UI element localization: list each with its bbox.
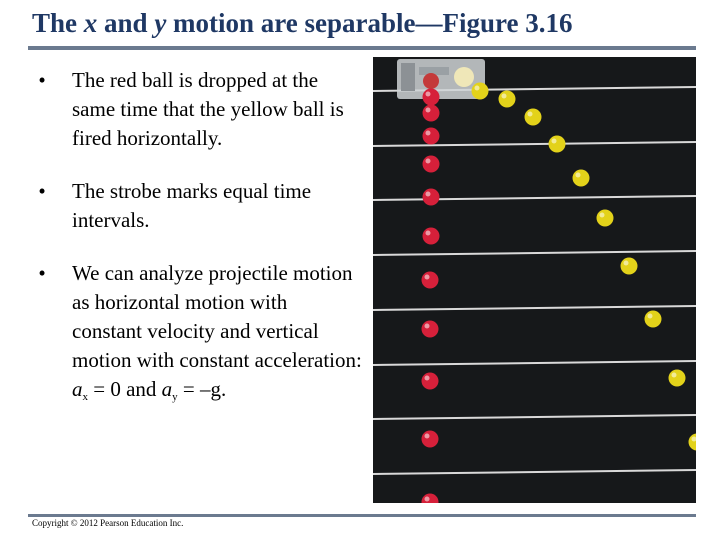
red-ball-highlight — [426, 231, 431, 236]
footer-divider — [28, 514, 696, 517]
yellow-ball-highlight — [502, 94, 507, 99]
copyright-notice: Copyright © 2012 Pearson Education Inc. — [32, 518, 184, 528]
red-ball-highlight — [425, 497, 430, 502]
red-ball-highlight — [425, 275, 430, 280]
red-ball — [423, 128, 440, 145]
yellow-ball-highlight — [528, 112, 533, 117]
yellow-ball — [549, 136, 566, 153]
yellow-ball-highlight — [648, 314, 653, 319]
and-text: and — [126, 377, 162, 401]
red-ball — [423, 189, 440, 206]
ay-value: = –g. — [177, 377, 227, 401]
bullet-text: We can analyze projectile motion as horizontal motion with constant velocity and vertical motion with constant acceleration: — [72, 261, 362, 372]
red-ball — [423, 89, 440, 106]
red-ball — [422, 272, 439, 289]
red-ball — [423, 156, 440, 173]
strobe-photo — [373, 57, 696, 503]
ax-subscript: x — [82, 391, 88, 403]
yellow-ball — [472, 83, 489, 100]
bullet-list — [32, 66, 362, 412]
bullet-item — [32, 66, 362, 153]
strobe-photo-svg — [373, 57, 696, 503]
yellow-ball — [573, 170, 590, 187]
red-ball — [423, 105, 440, 122]
launcher-yellow-ball — [454, 67, 474, 87]
red-ball-highlight — [426, 92, 431, 97]
yellow-ball — [621, 258, 638, 275]
slide-title: The x and y motion are separable—Figure 3.16 — [32, 8, 573, 38]
red-ball — [422, 321, 439, 338]
red-ball-highlight — [426, 131, 431, 136]
yellow-ball — [597, 210, 614, 227]
launcher-clamp — [401, 63, 415, 91]
red-ball-highlight — [426, 108, 431, 113]
launcher-red-ball — [423, 73, 439, 89]
red-ball-highlight — [425, 376, 430, 381]
yellow-ball-highlight — [576, 173, 581, 178]
red-ball-highlight — [425, 434, 430, 439]
yellow-ball — [669, 370, 686, 387]
bullet-text: The red ball is dropped at the same time that the yellow ball is fired horizontally. — [72, 68, 344, 150]
yellow-ball-highlight — [475, 86, 480, 91]
red-ball-highlight — [425, 324, 430, 329]
ay-subscript: y — [172, 391, 178, 403]
ay-symbol: a — [161, 377, 173, 401]
red-ball — [423, 228, 440, 245]
bullet-item — [32, 177, 362, 235]
bullet-item — [32, 259, 362, 412]
yellow-ball-highlight — [624, 261, 629, 266]
yellow-ball-highlight — [600, 213, 605, 218]
red-ball — [422, 373, 439, 390]
bullet-marker: • — [38, 261, 46, 285]
red-ball — [422, 431, 439, 448]
yellow-ball-highlight — [672, 373, 677, 378]
red-ball-highlight — [426, 159, 431, 164]
ax-value: = 0 — [88, 377, 121, 401]
yellow-ball — [645, 311, 662, 328]
yellow-ball-highlight — [552, 139, 557, 144]
bullet-marker: • — [38, 68, 46, 92]
yellow-ball — [499, 91, 516, 108]
ax-symbol: a — [72, 377, 83, 401]
yellow-ball — [525, 109, 542, 126]
bullet-marker: • — [38, 179, 46, 203]
title-divider — [28, 46, 696, 50]
bullet-text: The strobe marks equal time intervals. — [72, 179, 312, 232]
red-ball-highlight — [426, 192, 431, 197]
